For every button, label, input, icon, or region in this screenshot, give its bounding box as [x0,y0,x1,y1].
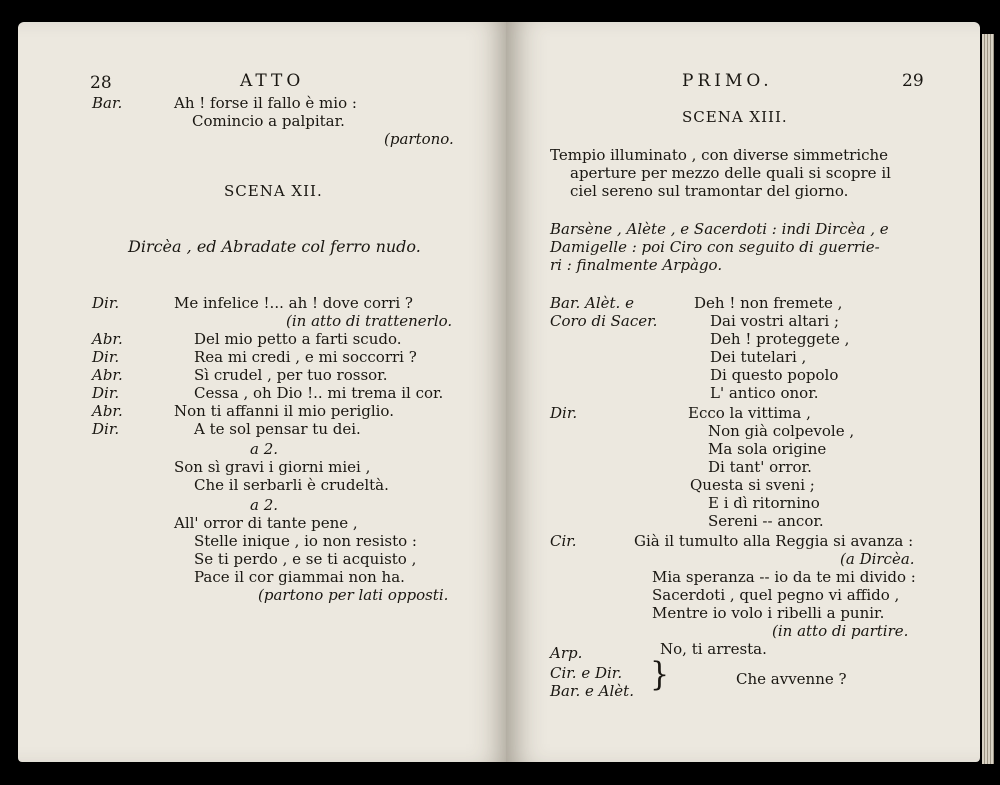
scene-direction: Dircèa , ed Abradate col ferro nudo. [128,237,421,256]
page-number: 28 [90,73,112,93]
running-head: PRIMO. [682,71,773,91]
verse-line: L' antico onor. [710,384,819,402]
verse-line: Che avvenne ? [736,670,847,688]
speaker: Dir. [92,294,120,312]
setting-line: Tempio illuminato , con diverse simmetriche [550,146,889,164]
stage-direction: (partono per lati opposti. [258,586,449,604]
speaker: Dir. [92,420,120,438]
setting-line: aperture per mezzo delle quali si scopre il [570,164,891,182]
verse-line: Comincio a palpitar. [192,112,345,130]
verse-line: Non ti affanni il mio periglio. [174,402,394,420]
brace-glyph: } [650,655,670,694]
speaker: Cir. e Dir. [550,664,623,682]
character-list: ri : finalmente Arpàgo. [550,256,723,274]
speaker: Dir. [92,384,120,402]
verse-line: Ecco la vittima , [688,404,811,422]
speaker: Bar. Alèt. e [550,294,634,312]
verse-line: Sacerdoti , quel pegno vi affido , [652,586,900,604]
verse-line: Sì crudel , per tuo rossor. [194,366,388,384]
page-edges [982,34,994,764]
speaker: Abr. [92,366,123,384]
running-head: ATTO [240,71,305,91]
verse-line: Pace il cor giammai non ha. [194,568,405,586]
speaker: Dir. [550,404,578,422]
verse-line: Sereni -- ancor. [708,512,824,530]
verse-line: Non già colpevole , [708,422,855,440]
speaker: Arp. [550,644,583,662]
stage-direction: (partono. [384,130,454,148]
verse-line: No, ti arresta. [660,640,767,658]
verse-line: Questa si sveni ; [690,476,815,494]
verse-line: Cessa , oh Dio !.. mi trema il cor. [194,384,444,402]
stage-direction: (in atto di trattenerlo. [286,312,453,330]
verse-line: Rea mi credi , e mi soccorri ? [194,348,417,366]
verse-line: Di questo popolo [710,366,839,384]
verse-line: Mentre io volo i ribelli a punir. [652,604,885,622]
speaker: Cir. [550,532,577,550]
verse-line: Me infelice !... ah ! dove corri ? [174,294,413,312]
speaker: Abr. [92,330,123,348]
verse-line: All' orror di tante pene , [174,514,358,532]
verse-line: A te sol pensar tu dei. [194,420,361,438]
speaker: Bar. e Alèt. [550,682,634,700]
verse-line: Deh ! proteggete , [710,330,850,348]
verse-line: Dai vostri altari ; [710,312,840,330]
speaker: Dir. [92,348,120,366]
speaker: Coro di Sacer. [550,312,658,330]
verse-line: Mia speranza -- io da te mi divido : [652,568,916,586]
scene-title: SCENA XII. [224,182,323,200]
verse-line: Stelle inique , io non resisto : [194,532,417,550]
stage-direction: (in atto di partire. [772,622,909,640]
verse-line: Ah ! forse il fallo è mio : [174,94,357,112]
a-due-marker: a 2. [250,440,279,458]
page-number: 29 [902,71,924,91]
verse-line: Di tant' orror. [708,458,812,476]
setting-line: ciel sereno sul tramontar del giorno. [570,182,849,200]
verse-line: Che il serbarli è crudeltà. [194,476,389,494]
verse-line: Se ti perdo , e se ti acquisto , [194,550,417,568]
left-page [18,22,510,762]
verse-line: Del mio petto a farti scudo. [194,330,402,348]
a-due-marker: a 2. [250,496,279,514]
character-list: Damigelle : poi Ciro con seguito di guerrie- [550,238,880,256]
verse-line: E i dì ritornino [708,494,820,512]
verse-line: Deh ! non fremete , [694,294,843,312]
right-page [506,22,980,762]
speaker: Abr. [92,402,123,420]
verse-line: Ma sola origine [708,440,827,458]
speaker: Bar. [92,94,123,112]
verse-line: Son sì gravi i giorni miei , [174,458,371,476]
scene-title: SCENA XIII. [682,108,788,126]
verse-line: Dei tutelari , [710,348,807,366]
stage-direction: (a Dircèa. [840,550,915,568]
verse-line: Già il tumulto alla Reggia si avanza : [634,532,914,550]
character-list: Barsène , Alète , e Sacerdoti : indi Dircèa , e [550,220,889,238]
